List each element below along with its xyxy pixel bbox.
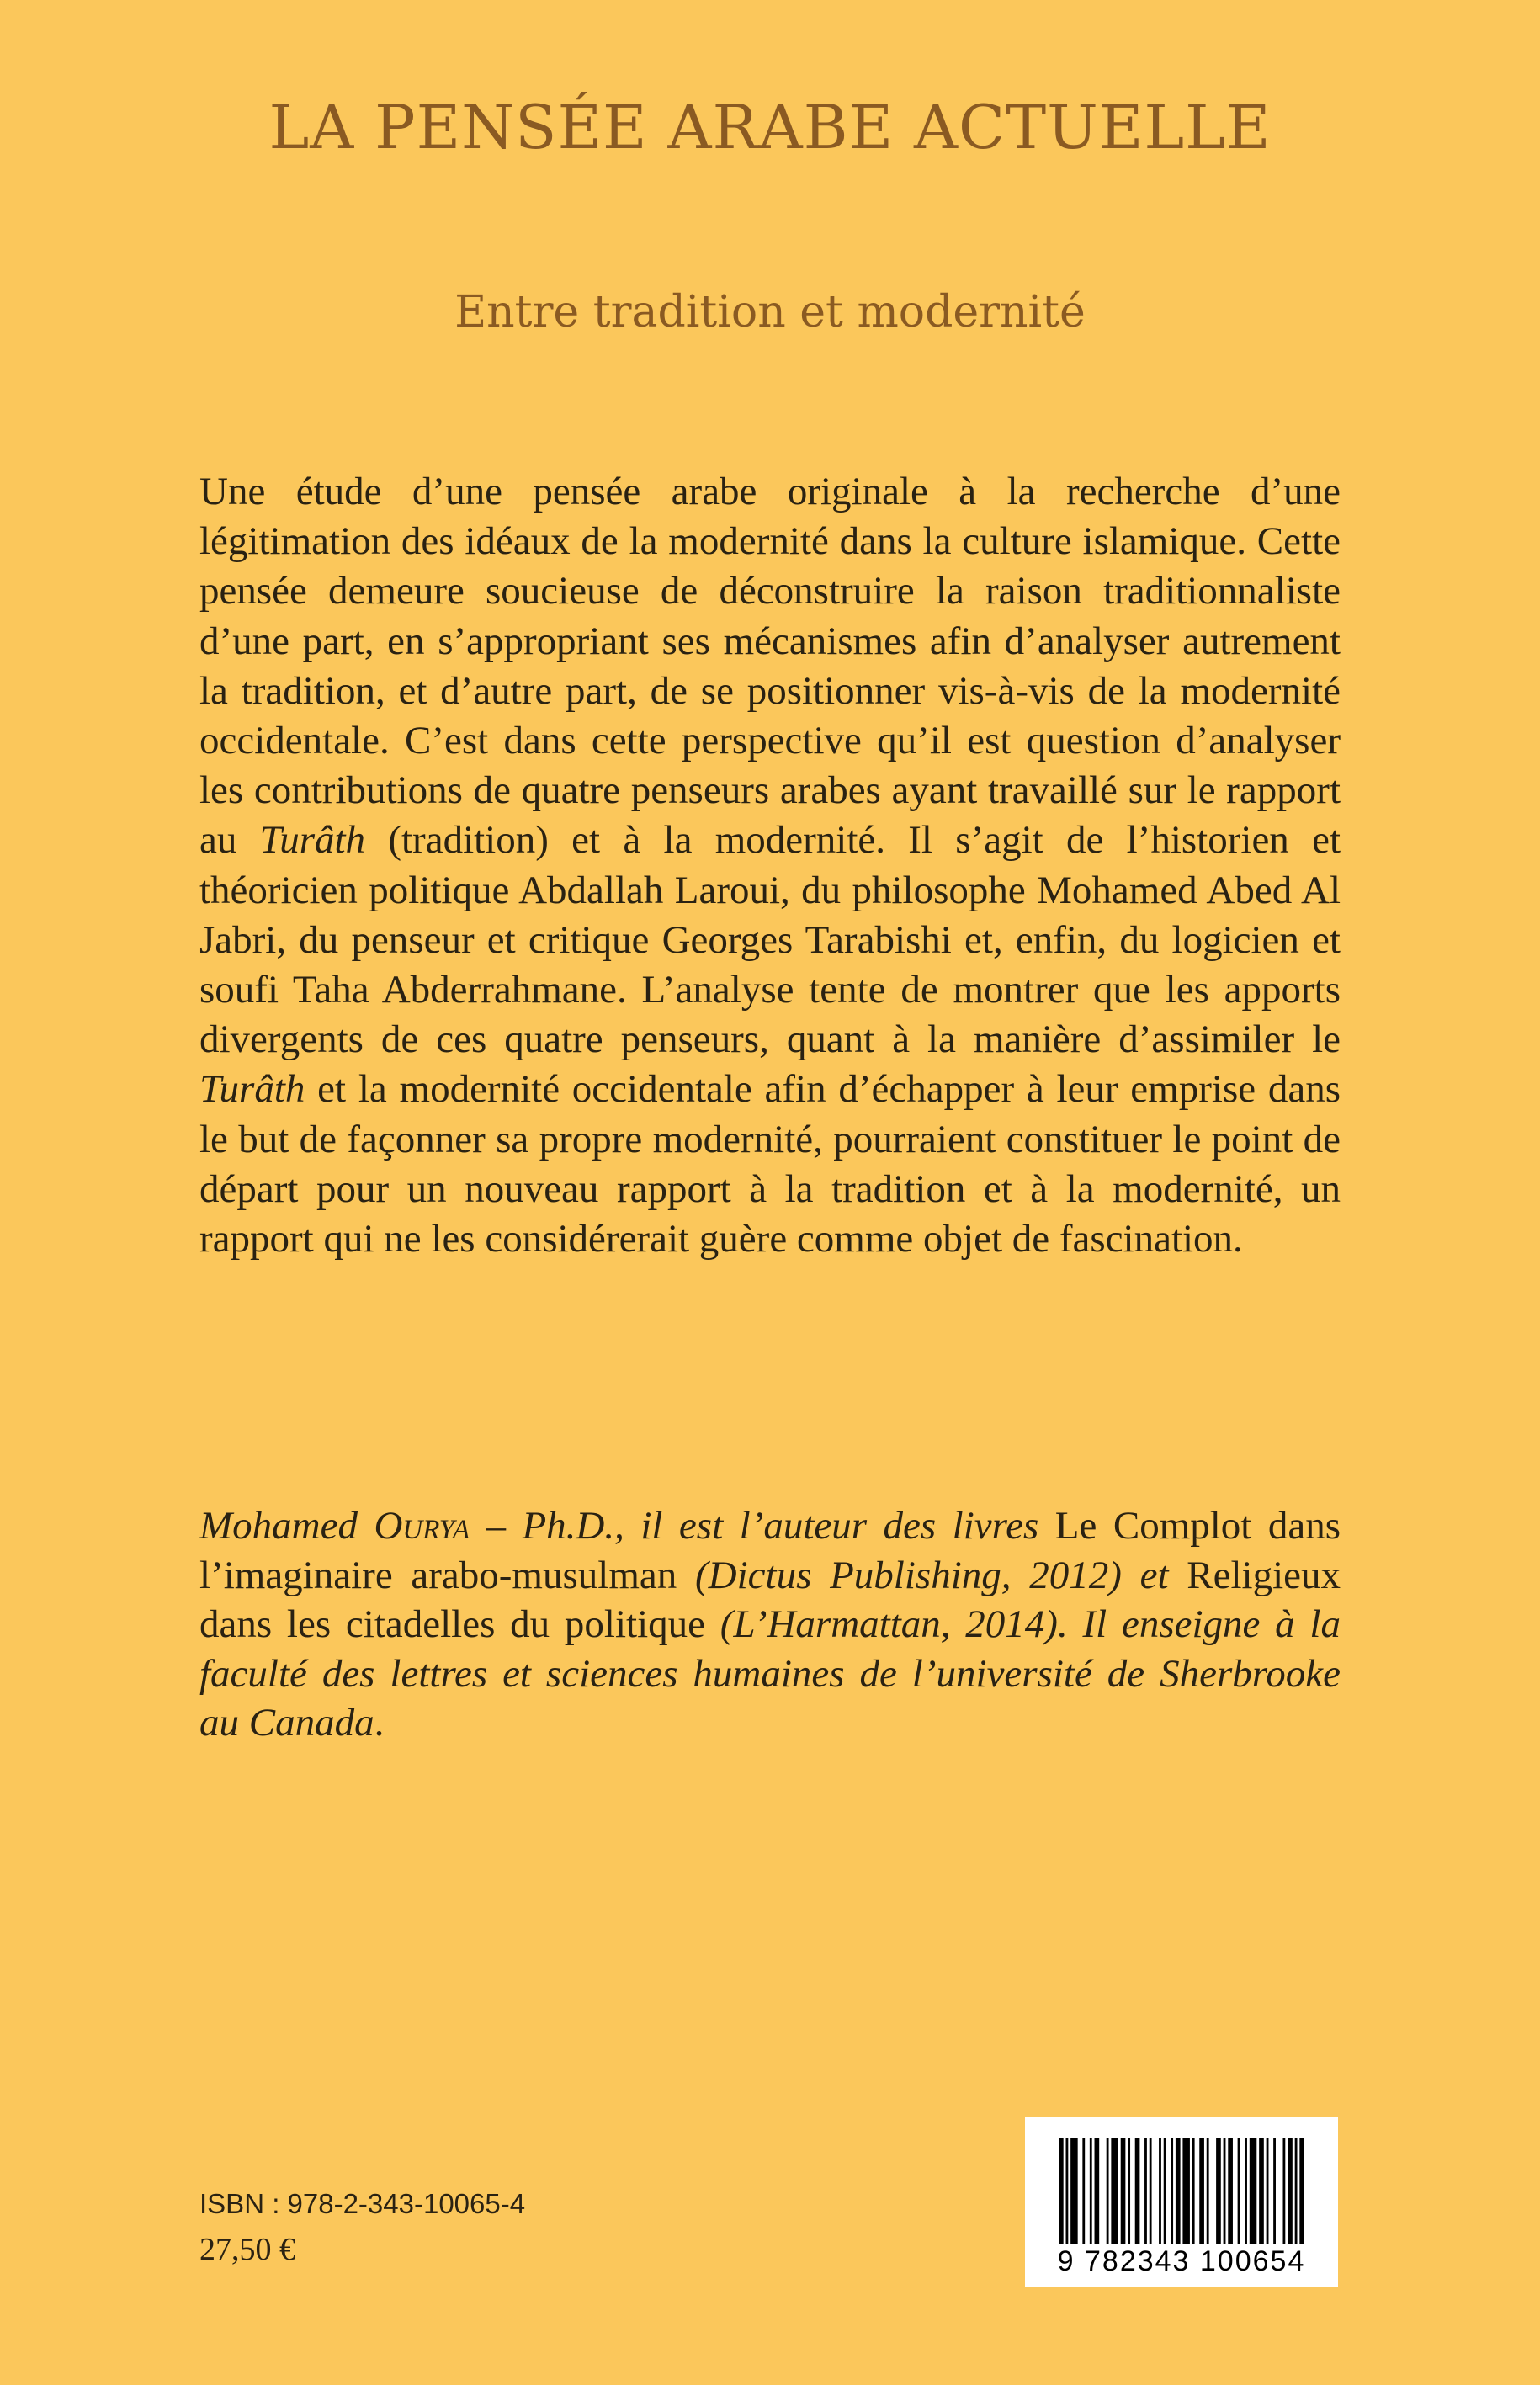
author-first-name: Mohamed xyxy=(199,1504,358,1548)
barcode-bar xyxy=(1070,2138,1078,2244)
barcode xyxy=(1025,2117,1338,2287)
barcode-digits: 9 782343 100654 xyxy=(1057,2245,1306,2277)
summary-text-2: (tradition) et à la modernité. Il s’agit de l’historien et théoricien politique Abdallah Laroui, du philosophe Mohamed Abed Al Jabri, du penseur et critique Georges Tarabishi et, enfin, du logicien et soufi Taha Abderrahmane. L’analyse tente de montrer que les apports divergents de ces quatre penseurs, quant à la manière d’assimiler le xyxy=(199,818,1341,1062)
barcode-bar xyxy=(1082,2138,1085,2244)
barcode-bar xyxy=(1273,2138,1276,2244)
barcode-bar xyxy=(1295,2138,1298,2244)
barcode-bar xyxy=(1176,2138,1181,2244)
barcode-bar xyxy=(1207,2138,1209,2244)
summary-text-1: Une étude d’une pensée arabe originale à la recherche d’une légitimation des idéaux de la modernité dans la culture islamique. Cette pensée demeure soucieuse de déconstruire la raison traditionnaliste d’une part, en s’appropriant ses mécanismes afin d’analyser autrement la tradition, et d’autre part, de se positionner vis-à-vis de la modernité occidentale. C’est dans cette perspective qu’il est question d’analyser les contributions de quatre penseurs arabes ayant travaillé sur le rapport au xyxy=(199,470,1341,863)
barcode-bar xyxy=(1128,2138,1130,2244)
author-description: – Ph.D., il est l’auteur des livres xyxy=(470,1504,1055,1548)
barcode-bar xyxy=(1095,2138,1100,2244)
author-bio xyxy=(199,1501,1341,1748)
summary-text-3: et la modernité occidentale afin d’échapper à leur emprise dans le but de façonner sa propre modernité, pourraient constituer le point de départ pour un nouveau rapport à la tradition et à la modernité, un rapport qui ne les considérerait guère comme objet de fascination. xyxy=(199,1067,1341,1262)
barcode-bar xyxy=(1121,2138,1126,2244)
author-bio-end: . xyxy=(374,1701,385,1745)
author-publisher-2: (L’Harmattan, 2014). Il enseigne à la faculté des lettres et sciences humaines de l’université de Sherbrooke au Canada xyxy=(199,1602,1341,1745)
price: 27,50 € xyxy=(199,2232,295,2267)
barcode-bar xyxy=(1282,2138,1285,2244)
barcode-bar xyxy=(1066,2138,1069,2244)
barcode-bar xyxy=(1144,2138,1147,2244)
barcode-bar xyxy=(1299,2138,1304,2244)
barcode-bar xyxy=(1199,2138,1204,2244)
barcode-bar xyxy=(1216,2138,1221,2244)
barcode-bar xyxy=(1171,2138,1173,2244)
summary-turath-1: Turâth xyxy=(259,818,366,863)
author-publisher-1: (Dictus Publishing, 2012) et xyxy=(677,1553,1187,1597)
summary-turath-2: Turâth xyxy=(199,1067,305,1112)
barcode-bar xyxy=(1224,2138,1226,2244)
barcode-bar xyxy=(1164,2138,1166,2244)
barcode-bar xyxy=(1159,2138,1161,2244)
barcode-bar xyxy=(1059,2138,1064,2244)
barcode-bar xyxy=(1135,2138,1140,2244)
summary-paragraph xyxy=(199,467,1341,1264)
book-title: LA PENSÉE ARABE ACTUELLE xyxy=(268,92,1272,162)
barcode-bar xyxy=(1259,2138,1264,2244)
author-book-1: Le Complot dans l’imaginaire arabo-musulman xyxy=(199,1504,1341,1597)
barcode-bar xyxy=(1228,2138,1233,2244)
barcode-bar xyxy=(1267,2138,1269,2244)
author-book-2: Religieux dans les citadelles du politique xyxy=(199,1553,1341,1646)
barcode-bar xyxy=(1107,2138,1109,2244)
barcode-bar xyxy=(1245,2138,1247,2244)
barcode-bar xyxy=(1250,2138,1257,2244)
barcode-bar xyxy=(1111,2138,1118,2244)
book-subtitle: Entre tradition et modernité xyxy=(454,287,1086,337)
barcode-bar xyxy=(1238,2138,1240,2244)
barcode-bar xyxy=(1090,2138,1092,2244)
author-last-name: Ourya xyxy=(374,1504,470,1548)
barcode-bar xyxy=(1182,2138,1190,2244)
barcode-bars xyxy=(1059,2138,1304,2244)
barcode-bar xyxy=(1192,2138,1195,2244)
barcode-bar xyxy=(1288,2138,1293,2244)
barcode-bar xyxy=(1150,2138,1152,2244)
isbn: ISBN : 978-2-343-10065-4 xyxy=(199,2188,526,2219)
